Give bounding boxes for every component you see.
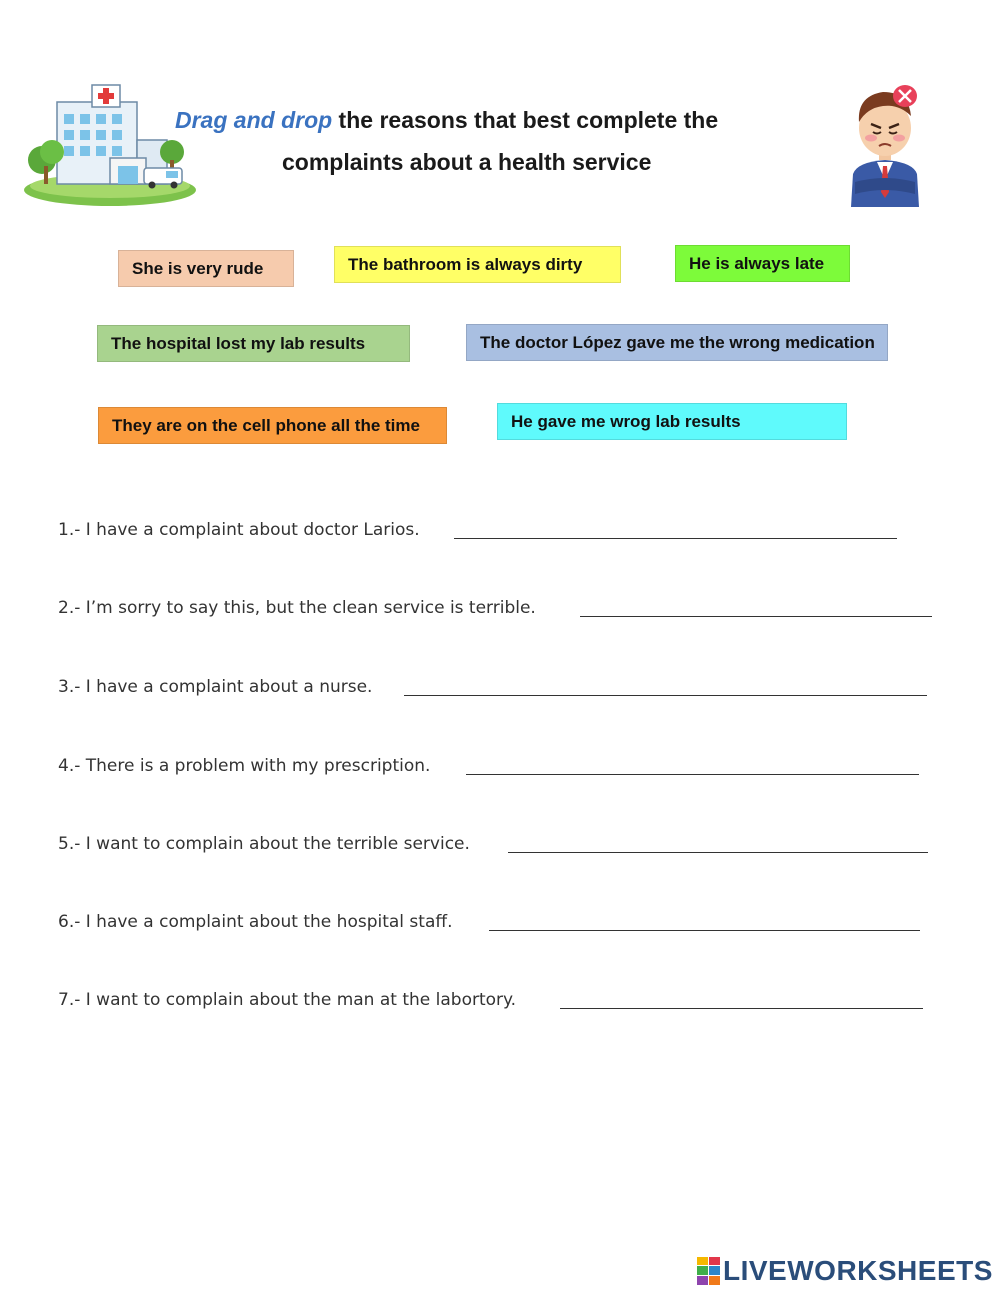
question-7: 7.- I want to complain about the man at the labortory. bbox=[58, 990, 517, 1010]
chip-label: The hospital lost my lab results bbox=[111, 333, 366, 353]
liveworksheets-logo-icon bbox=[697, 1257, 721, 1285]
answer-blank-7[interactable] bbox=[560, 1008, 923, 1009]
angry-man-illustration bbox=[843, 82, 928, 207]
chip-always-late[interactable] bbox=[675, 245, 850, 282]
hospital-illustration bbox=[22, 82, 197, 207]
answer-blank-5[interactable] bbox=[508, 852, 928, 853]
question-6: 6.- I have a complaint about the hospital staff. bbox=[58, 912, 453, 932]
answer-blank-3[interactable] bbox=[404, 695, 927, 696]
answer-blank-2[interactable] bbox=[580, 616, 932, 617]
chip-label: He gave me wrog lab results bbox=[511, 411, 741, 431]
answer-blank-1[interactable] bbox=[454, 538, 897, 539]
question-4: 4.- There is a problem with my prescription. bbox=[58, 756, 431, 776]
title-emphasis: Drag and drop bbox=[175, 107, 333, 133]
chip-wrong-lab-results[interactable] bbox=[497, 403, 847, 440]
chip-lost-lab-results[interactable] bbox=[97, 325, 410, 362]
chip-wrong-medication[interactable] bbox=[466, 324, 888, 361]
question-3: 3.- I have a complaint about a nurse. bbox=[58, 677, 373, 697]
chip-label: They are on the cell phone all the time bbox=[112, 415, 420, 435]
liveworksheets-brand: LIVEWORKSHEETS bbox=[723, 1255, 993, 1286]
liveworksheets-logo bbox=[697, 1255, 993, 1287]
page-title-line1 bbox=[175, 107, 718, 134]
chip-label: The bathroom is always dirty bbox=[348, 254, 583, 274]
chip-label: The doctor López gave me the wrong medication bbox=[480, 332, 875, 352]
question-5: 5.- I want to complain about the terrible service. bbox=[58, 834, 470, 854]
chip-label: She is very rude bbox=[132, 258, 264, 278]
answer-blank-4[interactable] bbox=[466, 774, 919, 775]
question-1: 1.- I have a complaint about doctor Larios. bbox=[58, 520, 420, 540]
answer-blank-6[interactable] bbox=[489, 930, 920, 931]
chip-she-is-very-rude[interactable] bbox=[118, 250, 294, 287]
chip-cell-phone[interactable] bbox=[98, 407, 447, 444]
page-title-line2: complaints about a health service bbox=[282, 149, 652, 175]
chip-bathroom-dirty[interactable] bbox=[334, 246, 621, 283]
title-rest: the reasons that best complete the bbox=[332, 107, 719, 133]
question-2: 2.- I’m sorry to say this, but the clean service is terrible. bbox=[58, 598, 536, 618]
chip-label: He is always late bbox=[689, 253, 825, 273]
